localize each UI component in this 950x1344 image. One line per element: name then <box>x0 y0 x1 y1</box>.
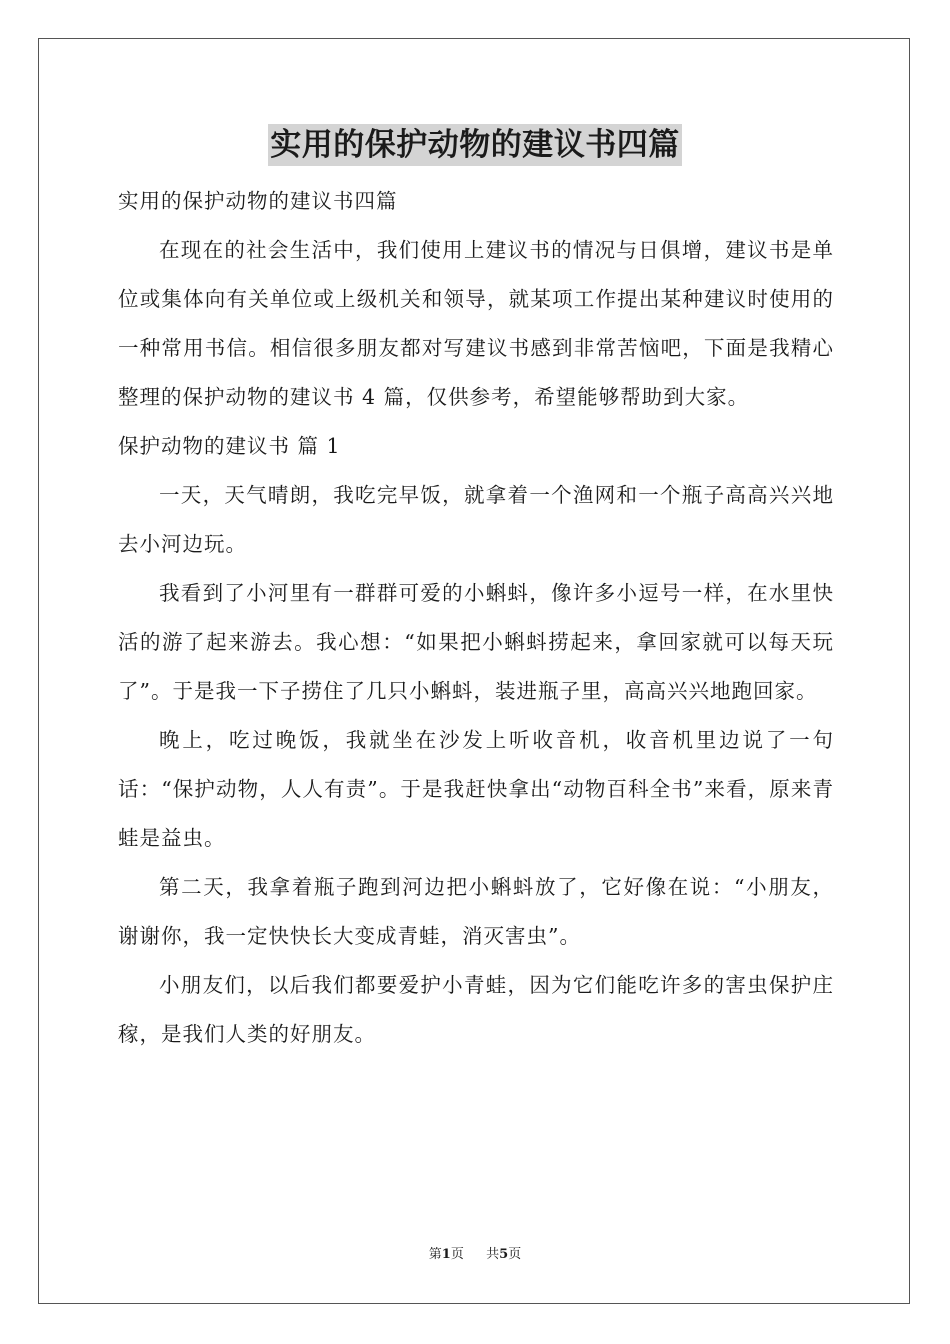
body-paragraph: 一天，天气晴朗，我吃完早饭，就拿着一个渔网和一个瓶子高高兴兴地去小河边玩。 <box>118 483 834 556</box>
document-title: 实用的保护动物的建议书四篇 <box>268 124 682 166</box>
document-body <box>118 177 834 1059</box>
current-page-number: 1 <box>441 1247 451 1262</box>
intro-paragraph: 在现在的社会生活中，我们使用上建议书的情况与日俱增，建议书是单位或集体向有关单位或上级机关和领导，就某项工作提出某种建议时使用的一种常用书信。相信很多朋友都对写建议书感到非常苦恼吧，下面是我精心整理的保护动物的建议书 4 篇，仅供参考，希望能够帮助到大家。 <box>118 238 834 409</box>
title-container <box>0 124 950 166</box>
page-prefix: 第 <box>428 1247 442 1262</box>
total-page-number: 5 <box>499 1247 509 1262</box>
total-prefix: 共 <box>486 1247 500 1262</box>
body-paragraph: 我看到了小河里有一群群可爱的小蝌蚪，像许多小逗号一样，在水里快活的游了起来游去。我心想：“如果把小蝌蚪捞起来，拿回家就可以每天玩了”。于是我一下子捞住了几只小蝌蚪，装进瓶子里，高高兴兴地跑回家。 <box>118 581 834 703</box>
total-suffix: 页 <box>508 1247 522 1262</box>
body-paragraph: 晚上，吃过晚饭，我就坐在沙发上听收音机，收音机里边说了一句话：“保护动物，人人有责”。于是我赶快拿出“动物百科全书”来看，原来青蛙是益虫。 <box>118 728 834 850</box>
page-suffix: 页 <box>450 1247 464 1262</box>
body-paragraph: 第二天，我拿着瓶子跑到河边把小蝌蚪放了，它好像在说：“小朋友，谢谢你，我一定快快长大变成青蛙，消灭害虫”。 <box>118 875 834 948</box>
page-footer <box>0 1246 950 1264</box>
section-heading: 保护动物的建议书 篇 1 <box>118 434 341 458</box>
subtitle-line: 实用的保护动物的建议书四篇 <box>118 189 398 213</box>
body-paragraph: 小朋友们，以后我们都要爱护小青蛙，因为它们能吃许多的害虫保护庄稼，是我们人类的好朋友。 <box>118 973 834 1046</box>
